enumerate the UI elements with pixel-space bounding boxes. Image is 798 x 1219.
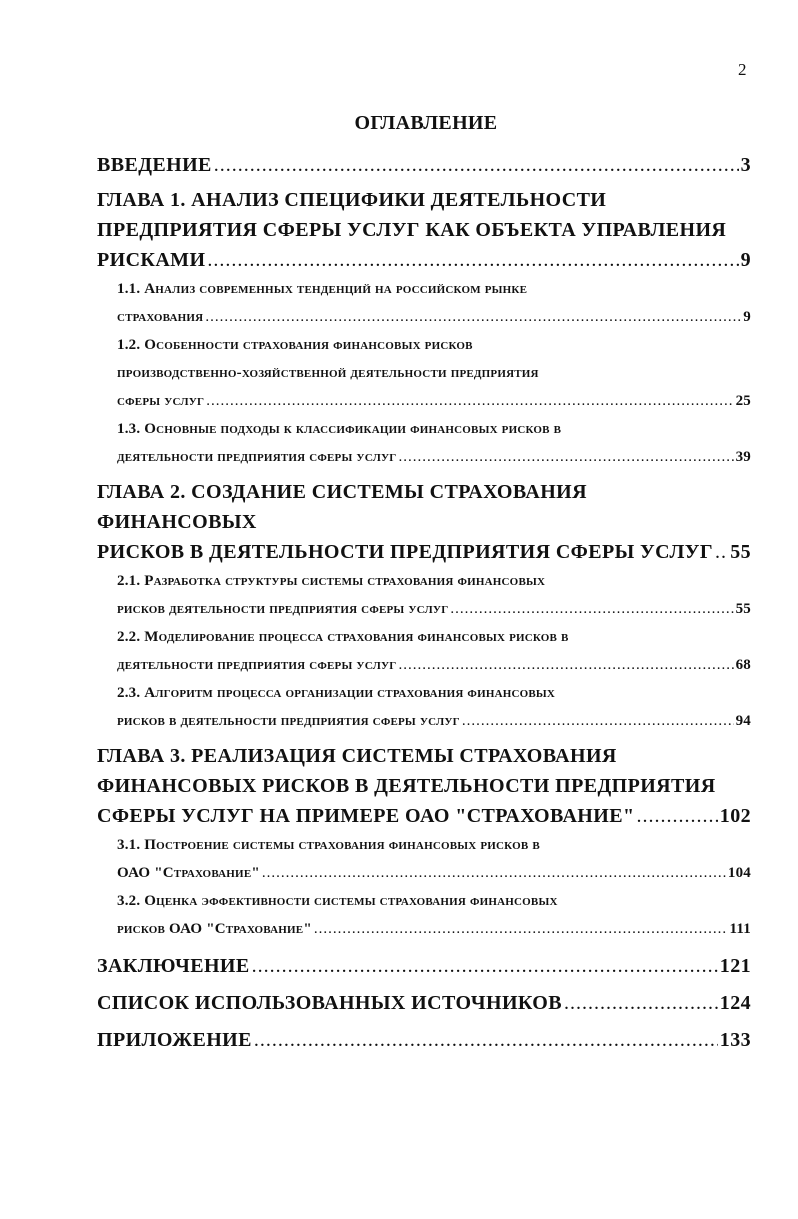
- dot-leader: [564, 988, 718, 1018]
- toc-entry-line: РИСКАМИ: [97, 249, 206, 271]
- toc-entry-section-3-2[interactable]: [97, 887, 751, 943]
- toc-entry-section-1-3[interactable]: [97, 415, 751, 471]
- toc-entry-page: 124: [719, 992, 751, 1014]
- toc-entry-appendix[interactable]: [97, 1025, 751, 1055]
- toc-entry-line: ГЛАВА 3. РЕАЛИЗАЦИЯ СИСТЕМЫ СТРАХОВАНИЯ: [97, 745, 617, 767]
- toc-entry-text: ЗАКЛЮЧЕНИЕ: [97, 955, 250, 977]
- toc-entry-line: ПРЕДПРИЯТИЯ СФЕРЫ УСЛУГ КАК ОБЪЕКТА УПРАВЛЕНИЯ: [97, 219, 727, 241]
- toc-entry-page: 55: [730, 541, 751, 563]
- dot-leader: [254, 1025, 718, 1055]
- toc-entry-text: ВВЕДЕНИЕ: [97, 154, 212, 176]
- table-of-contents: [97, 150, 751, 1055]
- toc-entry-line: 1.3. Основные подходы к классификации финансовых рисков в: [117, 421, 562, 437]
- dot-leader: [398, 443, 733, 471]
- dot-leader: [207, 245, 738, 275]
- toc-entry-section-2-3[interactable]: [97, 679, 751, 735]
- toc-entry-conclusion[interactable]: [97, 951, 751, 981]
- toc-entry-chapter-2[interactable]: [97, 477, 751, 567]
- toc-entry-line: деятельности предприятия сферы услуг: [117, 449, 397, 465]
- toc-entry-line: рисков в деятельности предприятия сферы услуг: [117, 713, 460, 729]
- toc-entry-line: ОАО "Страхование": [117, 865, 260, 881]
- toc-title: ОГЛАВЛЕНИЕ: [354, 112, 498, 134]
- toc-entry-page: 104: [727, 865, 751, 881]
- toc-entry-section-3-1[interactable]: [97, 831, 751, 887]
- toc-entry-page: 111: [729, 921, 751, 937]
- toc-entry-line: сферы услуг: [117, 393, 205, 409]
- toc-entry-references[interactable]: [97, 988, 751, 1018]
- toc-entry-line: 1.1. Анализ современных тенденций на российском рынке: [117, 281, 528, 297]
- toc-entry-page: 9: [743, 309, 751, 325]
- dot-leader: [262, 859, 726, 887]
- toc-entry-line: РИСКОВ В ДЕЯТЕЛЬНОСТИ ПРЕДПРИЯТИЯ СФЕРЫ УСЛУГ: [97, 541, 713, 563]
- toc-entry-page: 68: [735, 657, 751, 673]
- toc-entry-section-1-2[interactable]: [97, 331, 751, 415]
- toc-entry-line: производственно-хозяйственной деятельности предприятия: [117, 365, 539, 381]
- dot-leader: [462, 707, 734, 735]
- toc-entry-line: деятельности предприятия сферы услуг: [117, 657, 397, 673]
- toc-entry-line: рисков ОАО "Страхование": [117, 921, 312, 937]
- toc-entry-line: 3.1. Построение системы страхования финансовых рисков в: [117, 837, 540, 853]
- dot-leader: [206, 387, 733, 415]
- toc-entry-page: 121: [719, 955, 751, 977]
- toc-entry-page: 133: [719, 1029, 751, 1051]
- toc-entry-chapter-1[interactable]: [97, 185, 751, 275]
- dot-leader: [205, 303, 741, 331]
- toc-entry-line: страхования: [117, 309, 204, 325]
- dot-leader: [398, 651, 733, 679]
- toc-entry-line: 1.2. Особенности страхования финансовых рисков: [117, 337, 473, 353]
- toc-entry-page: 102: [719, 805, 751, 827]
- dot-leader: [715, 537, 728, 567]
- toc-entry-page: 3: [740, 154, 751, 176]
- dot-leader: [214, 150, 739, 180]
- toc-entry-page: 39: [735, 449, 751, 465]
- toc-entry-page: 25: [735, 393, 751, 409]
- dot-leader: [450, 595, 733, 623]
- toc-entry-line: рисков деятельности предприятия сферы услуг: [117, 601, 449, 617]
- toc-entry-page: 55: [735, 601, 751, 617]
- toc-entry-intro[interactable]: [97, 150, 751, 180]
- page-number: 2: [738, 60, 747, 79]
- toc-entry-text: СПИСОК ИСПОЛЬЗОВАННЫХ ИСТОЧНИКОВ: [97, 992, 562, 1014]
- toc-entry-page: 9: [740, 249, 751, 271]
- toc-entry-line: 2.3. Алгоритм процесса организации страхования финансовых: [117, 685, 556, 701]
- toc-entry-line: СФЕРЫ УСЛУГ НА ПРИМЕРЕ ОАО "СТРАХОВАНИЕ": [97, 805, 635, 827]
- toc-entry-line: ГЛАВА 2. СОЗДАНИЕ СИСТЕМЫ СТРАХОВАНИЯ ФИНАНСОВЫХ: [97, 481, 587, 533]
- dot-leader: [252, 951, 718, 981]
- toc-entry-line: ФИНАНСОВЫХ РИСКОВ В ДЕЯТЕЛЬНОСТИ ПРЕДПРИЯТИЯ: [97, 775, 716, 797]
- dot-leader: [314, 915, 728, 943]
- toc-entry-line: ГЛАВА 1. АНАЛИЗ СПЕЦИФИКИ ДЕЯТЕЛЬНОСТИ: [97, 189, 607, 211]
- toc-entry-page: 94: [735, 713, 751, 729]
- toc-entry-section-2-1[interactable]: [97, 567, 751, 623]
- dot-leader: [636, 801, 717, 831]
- toc-entry-line: 2.1. Разработка структуры системы страхования финансовых: [117, 573, 546, 589]
- toc-entry-chapter-3[interactable]: [97, 741, 751, 831]
- toc-entry-section-1-1[interactable]: [97, 275, 751, 331]
- toc-entry-text: ПРИЛОЖЕНИЕ: [97, 1029, 252, 1051]
- toc-entry-section-2-2[interactable]: [97, 623, 751, 679]
- toc-entry-line: 2.2. Моделирование процесса страхования финансовых рисков в: [117, 629, 569, 645]
- toc-entry-line: 3.2. Оценка эффективности системы страхования финансовых: [117, 893, 558, 909]
